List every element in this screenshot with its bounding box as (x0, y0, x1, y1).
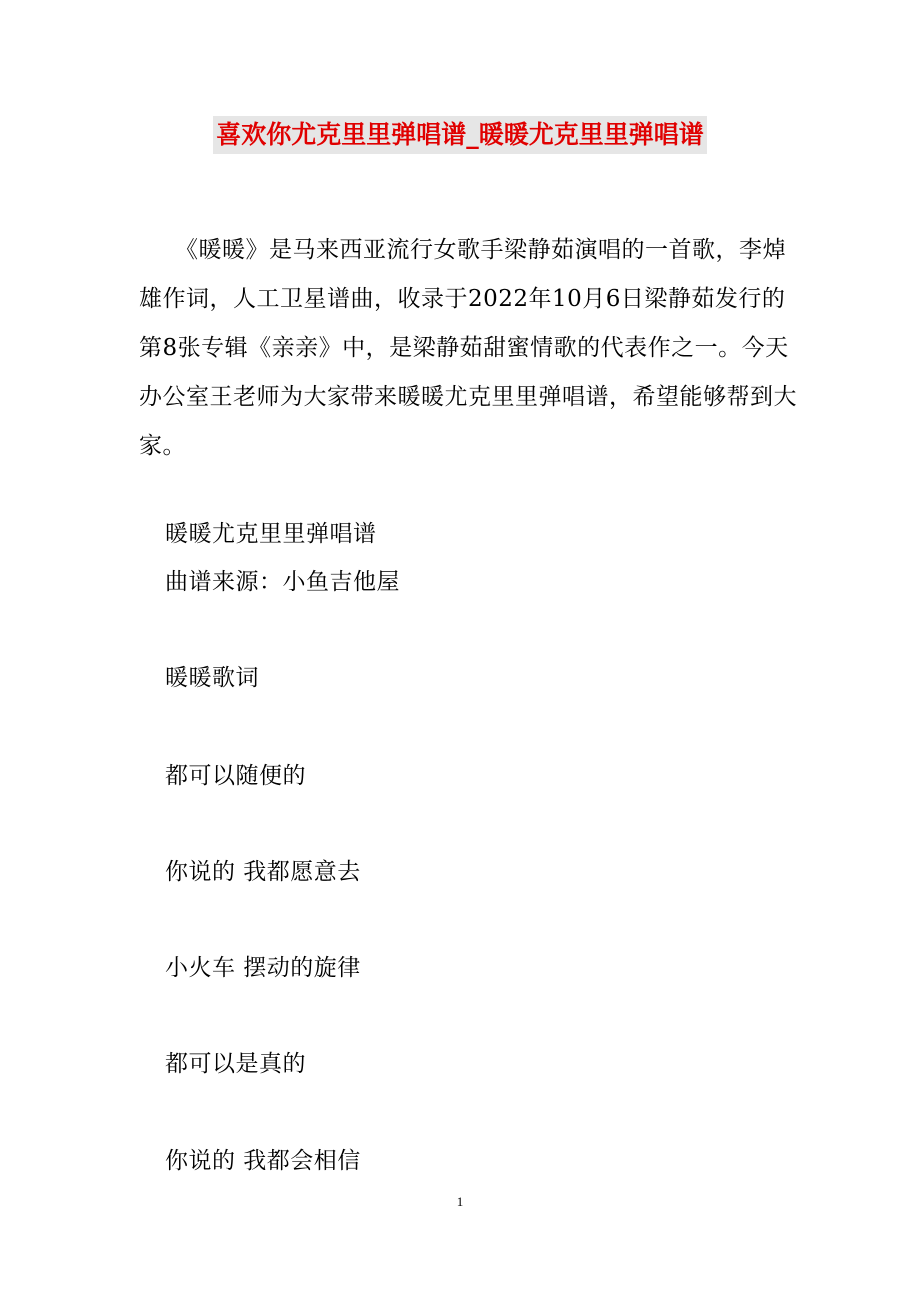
score-title-line: 暖暖尤克里里弹唱谱 (165, 521, 377, 547)
document-title: 喜欢你尤克里里弹唱谱_暖暖尤克里里弹唱谱 (213, 116, 707, 154)
lyrics-heading: 暖暖歌词 (165, 665, 259, 691)
lyric-line: 都可以随便的 (165, 763, 306, 789)
lyric-line: 你说的 我都愿意去 (165, 859, 361, 885)
intro-paragraph: 《暖暖》是马来西亚流行女歌手梁静茹演唱的一首歌，李焯雄作词，人工卫星谱曲，收录于2022年10月6日梁静茹发行的第8张专辑《亲亲》中，是梁静茹甜蜜情歌的代表作之一。今天办公室王老师为大家带来暖暖尤克里里弹唱谱，希望能够帮到大家。 (139, 237, 797, 459)
lyric-line: 你说的 我都会相信 (165, 1148, 361, 1174)
lyric-line: 小火车 摆动的旋律 (165, 955, 361, 981)
score-source-line: 曲谱来源：小鱼吉他屋 (165, 569, 400, 595)
page-number: 1 (456, 1194, 464, 1209)
title-container (0, 116, 920, 154)
lyric-line: 都可以是真的 (165, 1051, 306, 1077)
